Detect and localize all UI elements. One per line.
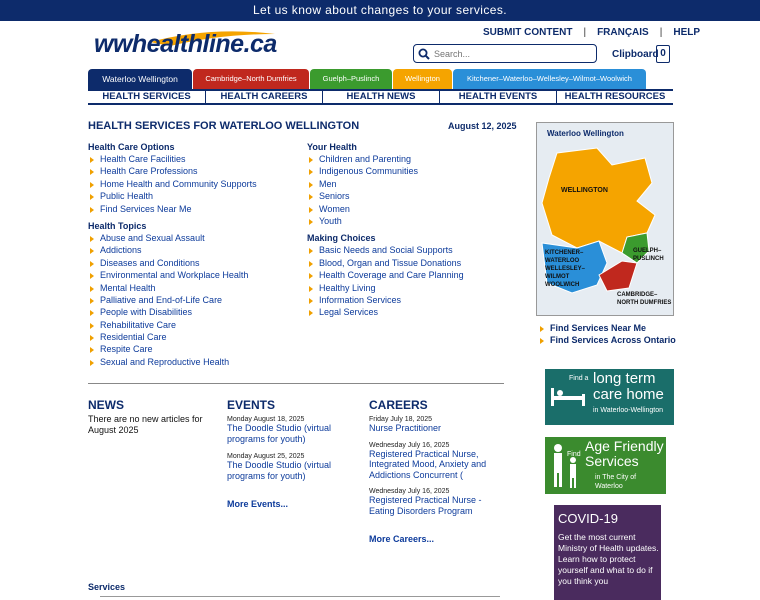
logo-text: wwhealthline.ca — [94, 30, 277, 58]
top-links — [483, 27, 700, 38]
list-item[interactable]: Health Care Facilities — [88, 153, 298, 165]
list-item[interactable]: Youth — [307, 215, 507, 227]
search-input[interactable] — [434, 47, 592, 60]
search-icon[interactable] — [418, 48, 430, 60]
ad-subtext: in Waterloo-Wellington — [593, 407, 664, 414]
list-item[interactable]: Women — [307, 203, 507, 215]
tab-cambridge-north-dumfries[interactable]: Cambridge–North Dumfries — [193, 69, 309, 89]
ltc-home-ad[interactable] — [545, 369, 674, 425]
ad-subtext: Get the most current Ministry of Health updates. Learn how to protect yourself and what to do if you think you — [558, 532, 659, 586]
section-heading: Health Topics — [88, 220, 147, 231]
ad-find-text: Find — [567, 451, 581, 458]
event-date: Monday August 25, 2025 — [227, 453, 305, 460]
ad-headline: Age Friendly Services — [585, 438, 664, 469]
list-item[interactable]: Environmental and Workplace Health — [88, 269, 298, 281]
events-heading[interactable]: EVENTS — [227, 398, 276, 412]
feedback-banner[interactable]: Let us know about changes to your services. — [0, 0, 760, 21]
bed-icon — [549, 382, 589, 412]
list-item[interactable]: Health Coverage and Care Planning — [307, 269, 507, 281]
list-item[interactable]: Respite Care — [88, 343, 298, 355]
tab-guelph-puslinch[interactable]: Guelph–Puslinch — [310, 69, 392, 89]
people-icon — [549, 442, 583, 492]
clipboard-count[interactable]: 0 — [656, 45, 670, 63]
page-date: August 12, 2025 — [448, 121, 517, 131]
list-item[interactable]: Legal Services — [307, 306, 507, 318]
list-item[interactable]: Blood, Organ and Tissue Donations — [307, 257, 507, 269]
help-link[interactable]: HELP — [673, 27, 701, 38]
page-title: HEALTH SERVICES FOR WATERLOO WELLINGTON — [88, 120, 360, 132]
list-item[interactable]: Indigenous Communities — [307, 165, 507, 177]
events-column — [227, 398, 365, 509]
map-label-wellington[interactable]: WELLINGTON — [561, 187, 608, 194]
right-service-column — [307, 141, 507, 319]
news-heading[interactable]: NEWS — [88, 398, 124, 412]
event-date: Monday August 18, 2025 — [227, 416, 305, 423]
nav-health-news[interactable]: HEALTH NEWS — [322, 91, 439, 103]
list-item[interactable]: Abuse and Sexual Assault — [88, 232, 298, 244]
list-item[interactable]: Health Care Professions — [88, 165, 298, 177]
career-link[interactable]: Nurse Practitioner — [369, 423, 442, 433]
ad-headline: COVID-19 — [558, 511, 618, 526]
services-label: Services — [88, 582, 126, 592]
section-heading: Your Health — [307, 142, 357, 152]
more-events-link[interactable]: More Events... — [227, 499, 289, 509]
careers-column — [369, 398, 504, 544]
list-item[interactable]: Public Health — [88, 190, 298, 202]
news-text: There are no new articles for August 2025 — [88, 414, 203, 435]
region-tabs — [88, 69, 647, 89]
list-item[interactable]: Healthy Living — [307, 282, 507, 294]
more-careers-link[interactable]: More Careers... — [369, 534, 435, 544]
main-nav — [88, 89, 673, 105]
ad-headline: long term care home — [593, 370, 664, 403]
map-label-guelph[interactable]: GUELPH–PUSLINCH — [633, 248, 664, 262]
list-item[interactable]: Home Health and Community Supports — [88, 178, 298, 190]
tab-kitchener-waterloo[interactable]: Kitchener–Waterloo–Wellesley–Wilmot–Woolwich — [453, 69, 646, 89]
ad-find-text: Find a — [569, 375, 589, 382]
left-service-column — [88, 141, 298, 368]
tab-wellington[interactable]: Wellington — [393, 69, 452, 89]
divider: | — [659, 27, 663, 38]
list-item[interactable]: Seniors — [307, 190, 507, 202]
divider: | — [583, 27, 587, 38]
list-item[interactable]: Information Services — [307, 294, 507, 306]
list-item[interactable]: Residential Care — [88, 331, 298, 343]
search-box — [413, 44, 597, 63]
list-item[interactable]: Palliative and End-of-Life Care — [88, 294, 298, 306]
divider — [100, 596, 500, 600]
find-services-near-me-link[interactable]: Find Services Near Me — [538, 322, 676, 334]
nav-health-careers[interactable]: HEALTH CAREERS — [205, 91, 322, 103]
map-title: Waterloo Wellington — [547, 129, 624, 138]
event-link[interactable]: The Doodle Studio (virtual programs for youth) — [227, 460, 332, 481]
list-item[interactable]: Basic Needs and Social Supports — [307, 244, 507, 256]
list-item[interactable]: Men — [307, 178, 507, 190]
event-link[interactable]: The Doodle Studio (virtual programs for youth) — [227, 423, 332, 444]
list-item[interactable]: People with Disabilities — [88, 306, 298, 318]
section-heading: Health Care Options — [88, 142, 175, 152]
career-date: Friday July 18, 2025 — [369, 416, 433, 423]
find-services-ontario-link[interactable]: Find Services Across Ontario — [538, 334, 676, 346]
list-item[interactable]: Children and Parenting — [307, 153, 507, 165]
career-date: Wednesday July 16, 2025 — [369, 441, 450, 449]
site-logo[interactable] — [90, 28, 275, 64]
covid-ad[interactable] — [554, 505, 661, 600]
section-heading: Making Choices — [307, 233, 376, 244]
list-item[interactable]: Find Services Near Me — [88, 203, 298, 215]
careers-heading[interactable]: CAREERS — [369, 398, 428, 412]
nav-health-events[interactable]: HEALTH EVENTS — [439, 91, 556, 103]
divider — [88, 383, 504, 384]
tab-waterloo-wellington[interactable]: Waterloo Wellington — [88, 69, 192, 89]
news-column — [88, 398, 220, 435]
list-item[interactable]: Mental Health — [88, 282, 298, 294]
clipboard-link[interactable]: Clipboard — [612, 49, 659, 60]
nav-health-resources[interactable]: HEALTH RESOURCES — [556, 91, 673, 103]
submit-content-link[interactable]: SUBMIT CONTENT — [483, 27, 573, 38]
career-link[interactable]: Registered Practical Nurse, Integrated Mood, Anxiety and Addictions Concurrent ( — [369, 448, 487, 480]
career-link[interactable]: Registered Practical Nurse - Eating Disorders Program — [369, 495, 482, 516]
ad-subtext: in The City of Waterloo — [595, 474, 637, 490]
map-label-kitchener[interactable]: KITCHENER–WATERLOO WELLESLEY–WILMOT WOOLWICH — [545, 250, 586, 288]
map-links — [538, 322, 676, 347]
career-date: Wednesday July 16, 2025 — [369, 488, 450, 495]
list-item[interactable]: Sexual and Reproductive Health — [88, 356, 298, 368]
francais-link[interactable]: FRANÇAIS — [597, 27, 649, 38]
map-label-cambridge[interactable]: CAMBRIDGE–NORTH DUMFRIES — [617, 292, 672, 306]
age-friendly-ad[interactable] — [545, 437, 666, 494]
list-item[interactable]: Addictions — [88, 244, 298, 256]
region-map[interactable] — [536, 122, 674, 316]
list-item[interactable]: Rehabilitative Care — [88, 319, 298, 331]
list-item[interactable]: Diseases and Conditions — [88, 257, 298, 269]
nav-health-services[interactable]: HEALTH SERVICES — [102, 91, 191, 102]
